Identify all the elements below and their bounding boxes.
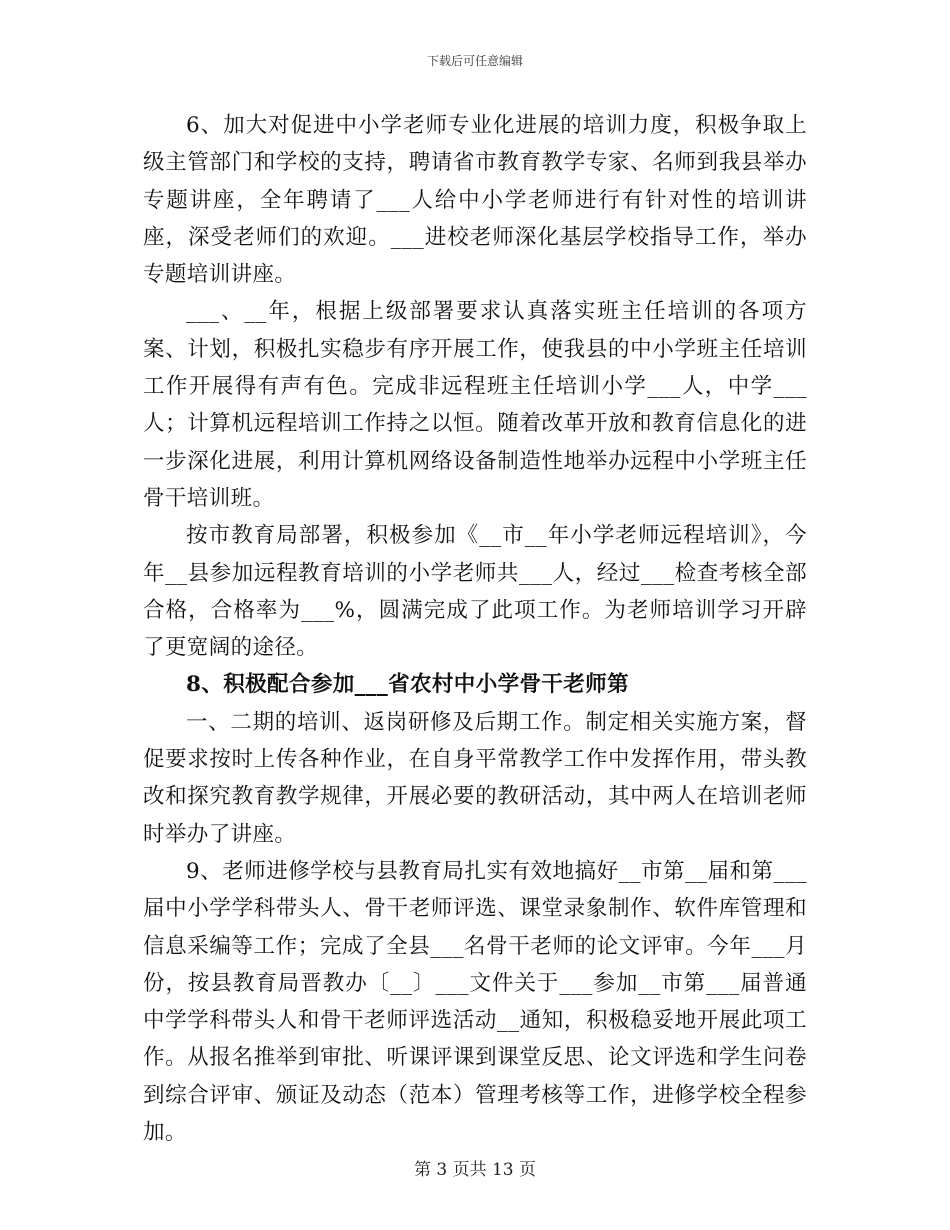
document-body: [143, 107, 807, 1151]
paragraph-class-teacher-training: ___、__年，根据上级部署要求认真落实班主任培训的各项方案、计划，积极扎实稳步有序开展工作，使我县的中小学班主任培训工作开展得有声有色。完成非远程班主任培训小学___人，中学___人；计算机远程培训工作持之以恒。随着改革开放和教育信息化的进一步深化进展，利用计算机网络设备制造性地举办远程中小学班主任骨干培训班。: [143, 299, 807, 511]
page-number: 第 3 页共 13 页: [413, 1160, 537, 1180]
paragraph-item-9: 9、老师进修学校与县教育局扎实有效地搞好__市第__届和第___届中小学学科带头人、骨干老师评选、课堂录象制作、软件库管理和信息采编等工作；完成了全县___名骨干老师的论文评审。今年___月份，按县教育局晋教办〔__〕___文件关于___参加__市第___届普通中学学科带头人和骨干老师评选活动__通知，积极稳妥地开展此项工作。从报名推举到审批、听课评课到课堂反思、论文评选和学生问卷到综合评审、颁证及动态（范本）管理考核等工作，进修学校全程参加。: [143, 858, 807, 1146]
paragraph-item-6: 6、加大对促进中小学老师专业化进展的培训力度，积极争取上级主管部门和学校的支持，聘请省市教育教学专家、名师到我县举办专题讲座，全年聘请了___人给中小学老师进行有针对性的培训讲座，深受老师们的欢迎。___进校老师深化基层学校指导工作，举办专题培训讲座。: [143, 113, 807, 288]
paragraph-item-8-body: 一、二期的培训、返岗研修及后期工作。制定相关实施方案，督促要求按时上传各种作业，在自身平常教学工作中发挥作用，带头教改和探究教育教学规律，开展必要的教研活动，其中两人在培训老师时举办了讲座。: [143, 709, 807, 847]
paragraph-remote-training: 按市教育局部署，积极参加《__市__年小学老师远程培训》，今年__县参加远程教育培训的小学老师共___人，经过___检查考核全部合格，合格率为___%，圆满完成了此项工作。为老师培训学习开辟了更宽阔的途径。: [143, 523, 807, 661]
paragraph-item-8-heading: 8、积极配合参加___省农村中小学骨干老师第: [186, 672, 630, 698]
page-header-note: 下载后可任意编辑: [426, 54, 523, 68]
